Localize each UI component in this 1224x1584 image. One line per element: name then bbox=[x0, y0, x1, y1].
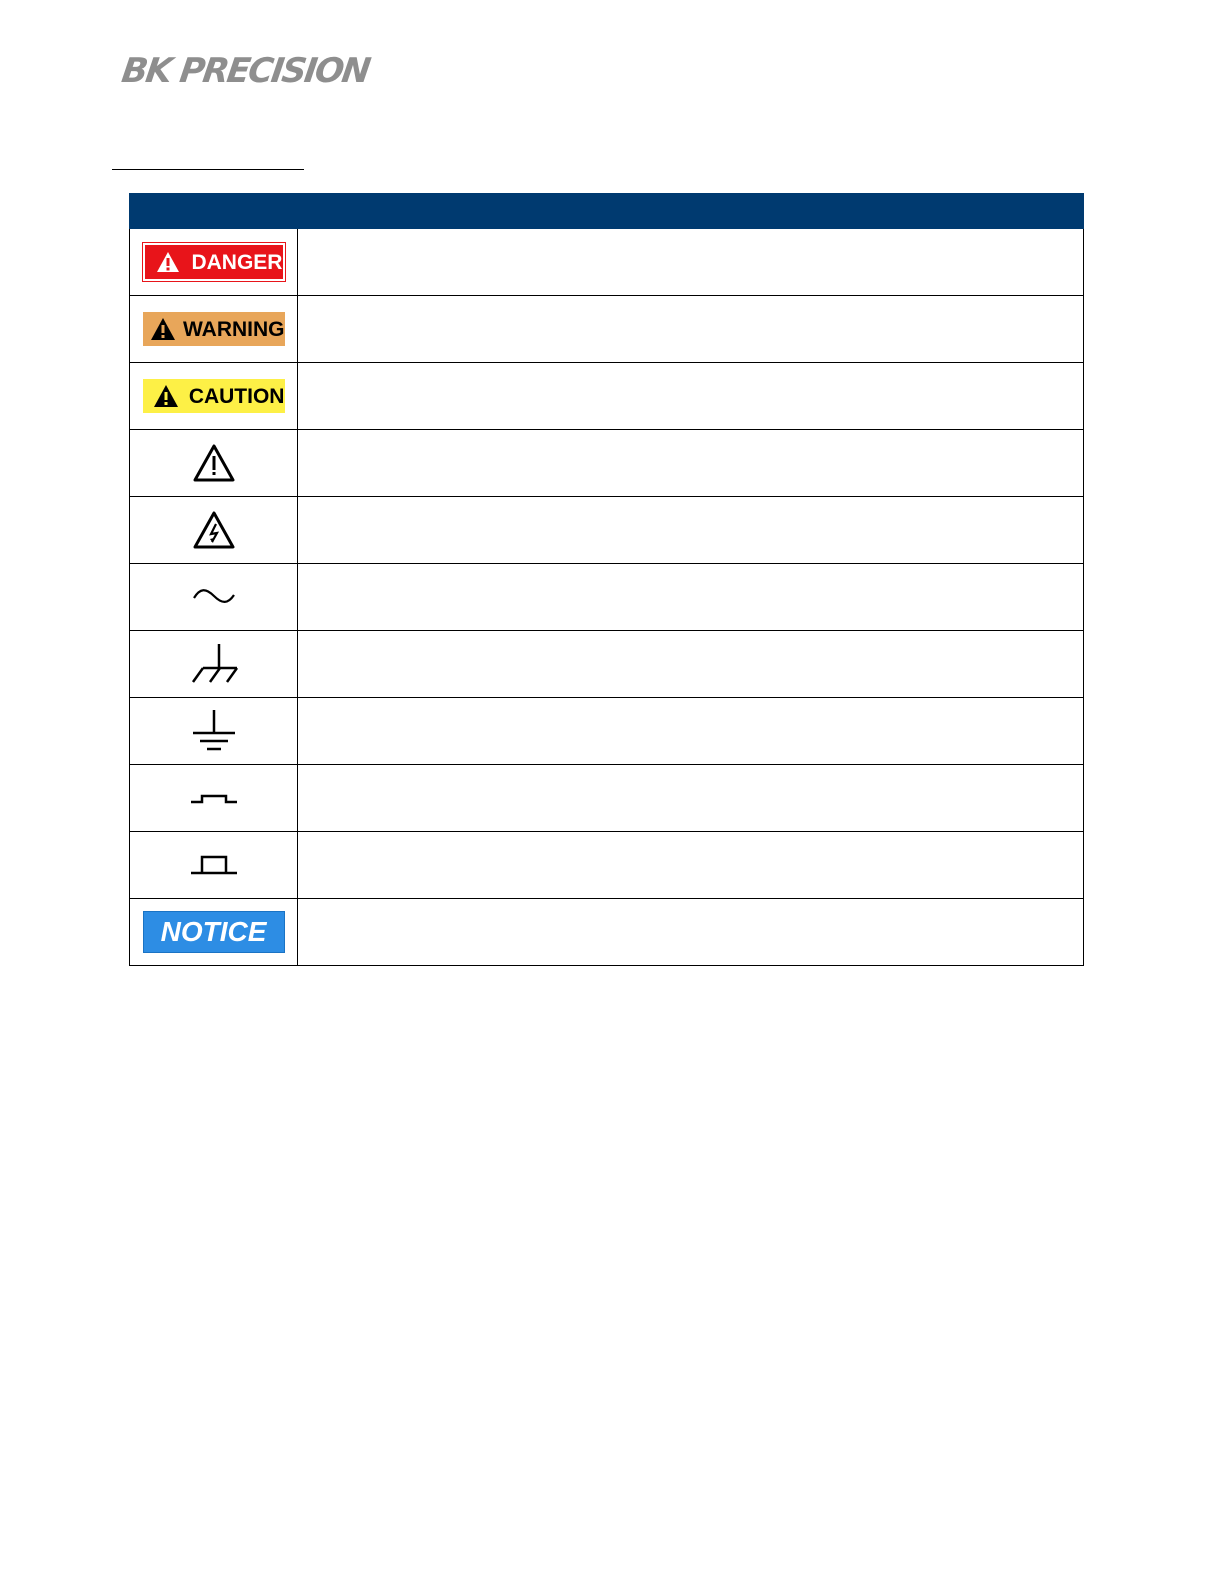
table-header-description-cell bbox=[298, 194, 1084, 229]
table-row bbox=[130, 832, 1084, 899]
symbol-cell bbox=[130, 698, 298, 765]
table-row bbox=[130, 229, 1084, 296]
description-cell bbox=[298, 899, 1084, 966]
symbol-cell bbox=[130, 765, 298, 832]
warning-label-icon bbox=[143, 312, 285, 346]
description-cell bbox=[298, 497, 1084, 564]
description-cell bbox=[298, 832, 1084, 899]
description-cell bbox=[298, 296, 1084, 363]
table-row bbox=[130, 631, 1084, 698]
caution-label-icon bbox=[143, 379, 285, 413]
table-row bbox=[130, 899, 1084, 966]
warning-label-text: WARNING bbox=[183, 317, 285, 341]
warning-triangle-icon bbox=[150, 317, 176, 341]
danger-label-icon bbox=[143, 243, 285, 281]
symbol-cell bbox=[130, 229, 298, 296]
symbol-cell bbox=[130, 363, 298, 430]
description-cell bbox=[298, 564, 1084, 631]
table-row bbox=[130, 430, 1084, 497]
bk-precision-logo: BK PRECISION bbox=[119, 51, 372, 91]
table-row bbox=[130, 765, 1084, 832]
description-cell bbox=[298, 229, 1084, 296]
table-row bbox=[130, 564, 1084, 631]
table-row bbox=[130, 363, 1084, 430]
alternating-current-icon bbox=[192, 587, 236, 607]
table-header-row bbox=[130, 194, 1084, 229]
heading-underline bbox=[112, 169, 304, 170]
safety-symbols-table bbox=[129, 193, 1084, 966]
earth-ground-icon bbox=[191, 709, 237, 753]
danger-label-text: DANGER bbox=[191, 250, 283, 274]
warning-triangle-icon bbox=[156, 251, 180, 273]
symbol-cell bbox=[130, 899, 298, 966]
electric-shock-triangle-icon bbox=[192, 510, 236, 550]
description-cell bbox=[298, 698, 1084, 765]
exclamation-triangle-icon bbox=[192, 443, 236, 483]
notice-label-text: NOTICE bbox=[160, 916, 267, 947]
symbol-cell bbox=[130, 832, 298, 899]
symbol-cell bbox=[130, 430, 298, 497]
switch-on-position-icon bbox=[190, 854, 238, 876]
description-cell bbox=[298, 430, 1084, 497]
caution-label-text: CAUTION bbox=[188, 384, 285, 408]
switch-off-position-icon bbox=[190, 790, 238, 806]
description-cell bbox=[298, 631, 1084, 698]
warning-triangle-icon bbox=[153, 384, 179, 408]
description-cell bbox=[298, 363, 1084, 430]
table-row bbox=[130, 497, 1084, 564]
table-header-symbol-cell bbox=[130, 194, 298, 229]
description-cell bbox=[298, 765, 1084, 832]
notice-label-icon bbox=[143, 911, 285, 953]
chassis-ground-icon bbox=[189, 642, 239, 686]
symbol-cell bbox=[130, 631, 298, 698]
symbol-cell bbox=[130, 497, 298, 564]
table-row bbox=[130, 698, 1084, 765]
table-row bbox=[130, 296, 1084, 363]
symbol-cell bbox=[130, 296, 298, 363]
symbol-cell bbox=[130, 564, 298, 631]
